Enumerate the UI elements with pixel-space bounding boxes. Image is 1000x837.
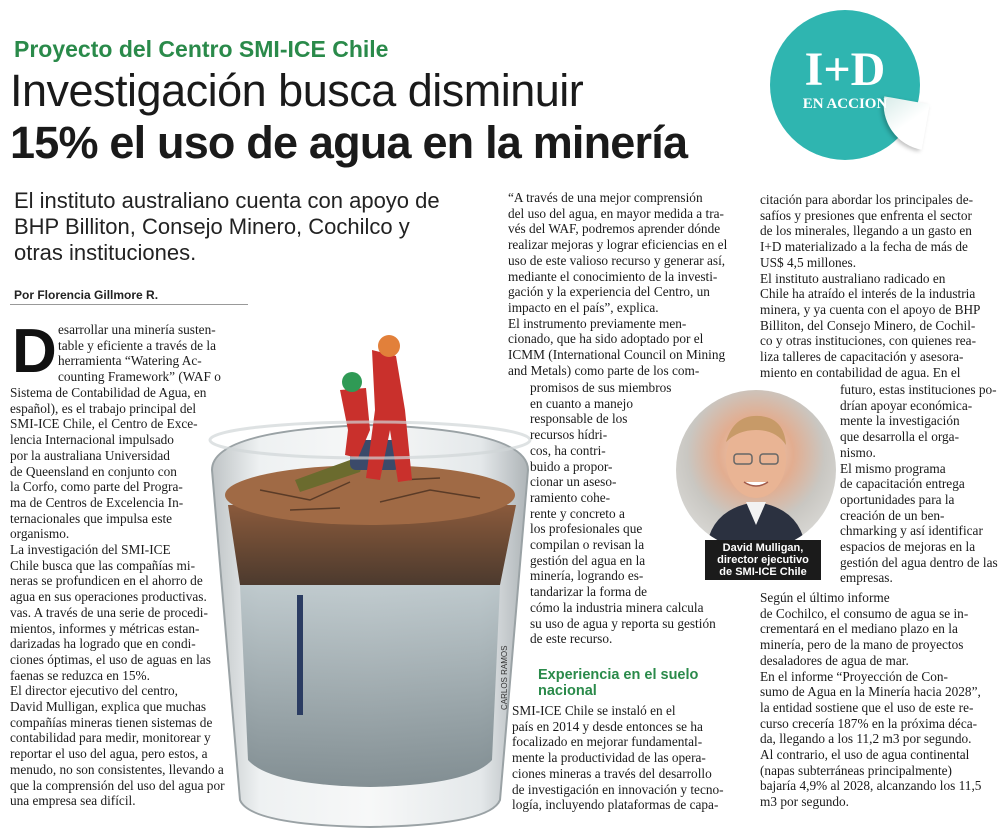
headline-line-2: 15% el uso de agua en la minería [10,117,688,168]
text-line: espacios de mejoras en la [840,539,976,555]
text-line: Según el último informe [760,590,890,605]
text-line: liza talleres de capacitación y asesora- [760,349,964,365]
caption-line: David Mulligan, [722,542,804,554]
article-deck [14,188,494,266]
text-line: creación de un ben- [840,507,945,523]
text-line: compilan o revisan la [530,537,645,553]
text-line: SMI-ICE Chile se instaló en el [512,703,676,718]
text-line: Chile ha atraído el interés de la industria [760,286,976,302]
text-line: que desarrolla el orga- [840,429,960,445]
badge-title: I+D [804,43,886,96]
text-line: minera, y ya cuenta con el apoyo de BHP [760,301,981,317]
deck-line: El instituto australiano cuenta con apoyo de [14,188,440,213]
column-3-bottom [760,590,981,810]
text-line: counting Framework” (WAF o [58,369,221,385]
column-1-indented [58,322,221,385]
text-line: compañías mineras tienen sistemas de [10,714,213,730]
text-line: nismo. [840,444,876,460]
text-line: su uso de agua y reporta su gestión [530,615,716,631]
text-line: minería, logrando es- [530,568,644,584]
text-line: la Corfo, como parte del Progra- [10,479,183,495]
text-line: de investigación en innovación y tecno- [512,781,724,797]
deck-line: otras instituciones. [14,240,197,265]
text-line: ramiento cohe- [530,489,611,505]
text-line: responsable de los [530,411,628,427]
text-line: una empresa sea difícil. [10,793,136,809]
text-line: gestión del agua en la [530,552,646,568]
text-line: gación y la experiencia del Centro, un [508,284,710,300]
text-line: esarrollar una minería susten- [58,322,216,337]
text-line: faenas se reduzca en 15%. [10,667,150,683]
text-line: El director ejecutivo del centro, [10,683,178,699]
text-line: gestión del agua dentro de las [840,554,998,570]
text-line: cos, ha contri- [530,442,606,458]
text-line: ternacionales que impulsa este [10,510,173,526]
text-line: chmarking y así identificar [840,523,983,539]
text-line: ciones óptimas, el uso de aguas en las [10,651,211,667]
column-1 [10,385,225,809]
text-line: mediante el conocimiento de la investi- [508,268,718,284]
text-line: Billiton, del Consejo Minero, de Cochil- [760,317,976,333]
text-line: SMI-ICE Chile, el Centro de Exce- [10,416,198,432]
text-line: David Mulligan, explica que muchas [10,699,207,715]
text-line: organismo. [10,526,70,542]
text-line: por la australiana Universidad [10,447,170,463]
text-line: ICMM (International Council on Mining [508,347,726,363]
text-line: impacto en el país”, explica. [508,299,659,315]
text-line: rente y concreto a [530,505,625,521]
text-line: del uso del agua, en mayor medida a tra- [508,205,724,221]
text-line: da, llegando a los 11,2 m3 por segundo. [760,731,972,747]
text-line: curso crecería 187% en la próxima déca- [760,715,978,731]
text-line: ma de Centros de Excelencia In- [10,494,184,510]
text-line: desaladores de agua de mar. [760,652,909,668]
photo-credit: CARLOS RAMOS [500,645,509,710]
text-line: promisos de sus miembros [530,380,672,395]
section-kicker: Proyecto del Centro SMI-ICE Chile [14,36,389,62]
text-line: oportunidades para la [840,491,955,507]
text-line: bajaría 4,9% al 2028, alcanzando los 11,5 [760,778,982,794]
headline-line-1: Investigación busca disminuir [10,65,584,116]
text-line: realizar mejoras y lograr eficiencias en el [508,237,728,253]
text-line: La investigación del SMI-ICE [10,542,171,558]
text-line: herramienta “Watering Ac- [58,353,202,369]
subhead-line: nacional [538,683,597,699]
text-line: mientos, informes y métricas estan- [10,620,200,636]
text-line: de este recurso. [530,631,613,647]
text-line: logía, incluyendo plataformas de capa- [512,797,719,813]
column-2-top [508,190,727,378]
text-line: lencia Internacional impulsado [10,432,174,448]
caption-line: de SMI-ICE Chile [719,566,807,578]
text-line: drían apoyar económica- [840,397,973,413]
person-portrait-icon [676,390,836,550]
portrait-caption [705,540,821,580]
text-line: focalizado en mejorar fundamental- [512,734,703,750]
text-line: m3 por segundo. [760,794,850,810]
text-line: tandarizar la forma de [530,584,648,600]
text-line: miento en contabilidad de agua. En el [760,364,961,380]
badge-subtitle: EN ACCION [802,96,888,112]
text-line: safíos y presiones que enfrenta el sector [760,207,972,223]
drop-cap: D [12,317,57,386]
column-2-bottom [512,703,724,813]
text-line: vés del WAF, podremos aprender dónde [508,221,721,237]
portrait-photo [676,390,836,550]
text-line: buido a propor- [530,458,613,474]
text-line: Chile busca que las compañías mi- [10,557,196,573]
text-line: neras se profundicen en el ahorro de [10,573,203,589]
text-line: en cuanto a manejo [530,395,634,411]
text-line: de Cochilco, el consumo de agua se in- [760,605,969,621]
text-line: ciones mineras a través del desarrollo [512,765,712,781]
text-line: Sistema de Contabilidad de Agua, en [10,385,207,400]
glass-of-water-with-miners-illustration [200,330,540,830]
text-line: mente la investigación [840,413,960,429]
byline: Por Florencia Gillmore R. [14,288,159,302]
text-line: US$ 4,5 millones. [760,254,857,270]
text-line: sumo de Agua en la Minería hacia 2028”, [760,684,981,700]
text-line: En el informe “Proyección de Con- [760,668,948,684]
text-line: contabilidad para medir, monitorear y [10,730,211,746]
text-line: citación para abordar los principales de- [760,192,974,207]
text-line: crementará en el mediano plazo en la [760,621,958,637]
text-line: que la comprensión del uso del agua por [10,777,225,793]
text-line: I+D materializado a la fecha de más de [760,239,968,255]
text-line: recursos hídri- [530,427,608,443]
text-line: El instituto australiano radicado en [760,270,946,286]
text-line: El instrumento previamente men- [508,315,687,331]
text-line: futuro, estas instituciones po- [840,382,997,397]
text-line: reportar el uso del agua, pero estos, a [10,746,208,762]
text-line: de Queensland en conjunto con [10,463,177,479]
text-line: and Metals) como parte de los com- [508,362,700,378]
text-line: cionado, que ha sido adoptado por el [508,331,704,347]
text-line: empresas. [840,570,893,586]
text-line: mente la productividad de las opera- [512,750,706,766]
subhead-line: Experiencia en el suelo [538,667,699,683]
subhead [538,667,698,699]
text-line: la entidad sostiene que el uso de este re- [760,699,974,715]
caption-line: director ejecutivo [717,554,809,566]
text-line: darizadas ha logrado que en condi- [10,636,196,652]
text-line: co y otras instituciones, con quienes rea- [760,333,977,349]
text-line: cionar un aseso- [530,474,617,490]
text-line: table y eficiente a través de la [58,337,216,353]
text-line: de capacitación entrega [840,476,965,492]
text-line: cómo la industria minera calcula [530,599,704,615]
deck-line: BHP Billiton, Consejo Minero, Cochilco y [14,214,410,239]
column-3-wrap [840,382,998,586]
text-line: menudo, no son consistentes, llevando a [10,761,224,777]
byline-rule [10,304,248,305]
column-3-top [760,192,980,380]
text-line: minería, pero de la mano de proyectos [760,637,964,653]
text-line: Al contrario, el uso de agua continental [760,747,970,763]
text-line: “A través de una mejor comprensión [508,190,703,205]
text-line: país en 2014 y desde entonces se ha [512,718,703,734]
text-line: vas. A través de una serie de procedi- [10,604,208,620]
text-line: los profesionales que [530,521,643,537]
text-line: español), es el trabajo principal del [10,400,197,416]
text-line: El mismo programa [840,460,946,476]
text-line: uso de este valioso recurso y generar así, [508,252,726,268]
text-line: (napas subterráneas principalmente) [760,762,952,778]
text-line: de los minerales, llegando a un gasto en [760,223,972,239]
text-line: agua en sus operaciones productivas. [10,589,207,605]
